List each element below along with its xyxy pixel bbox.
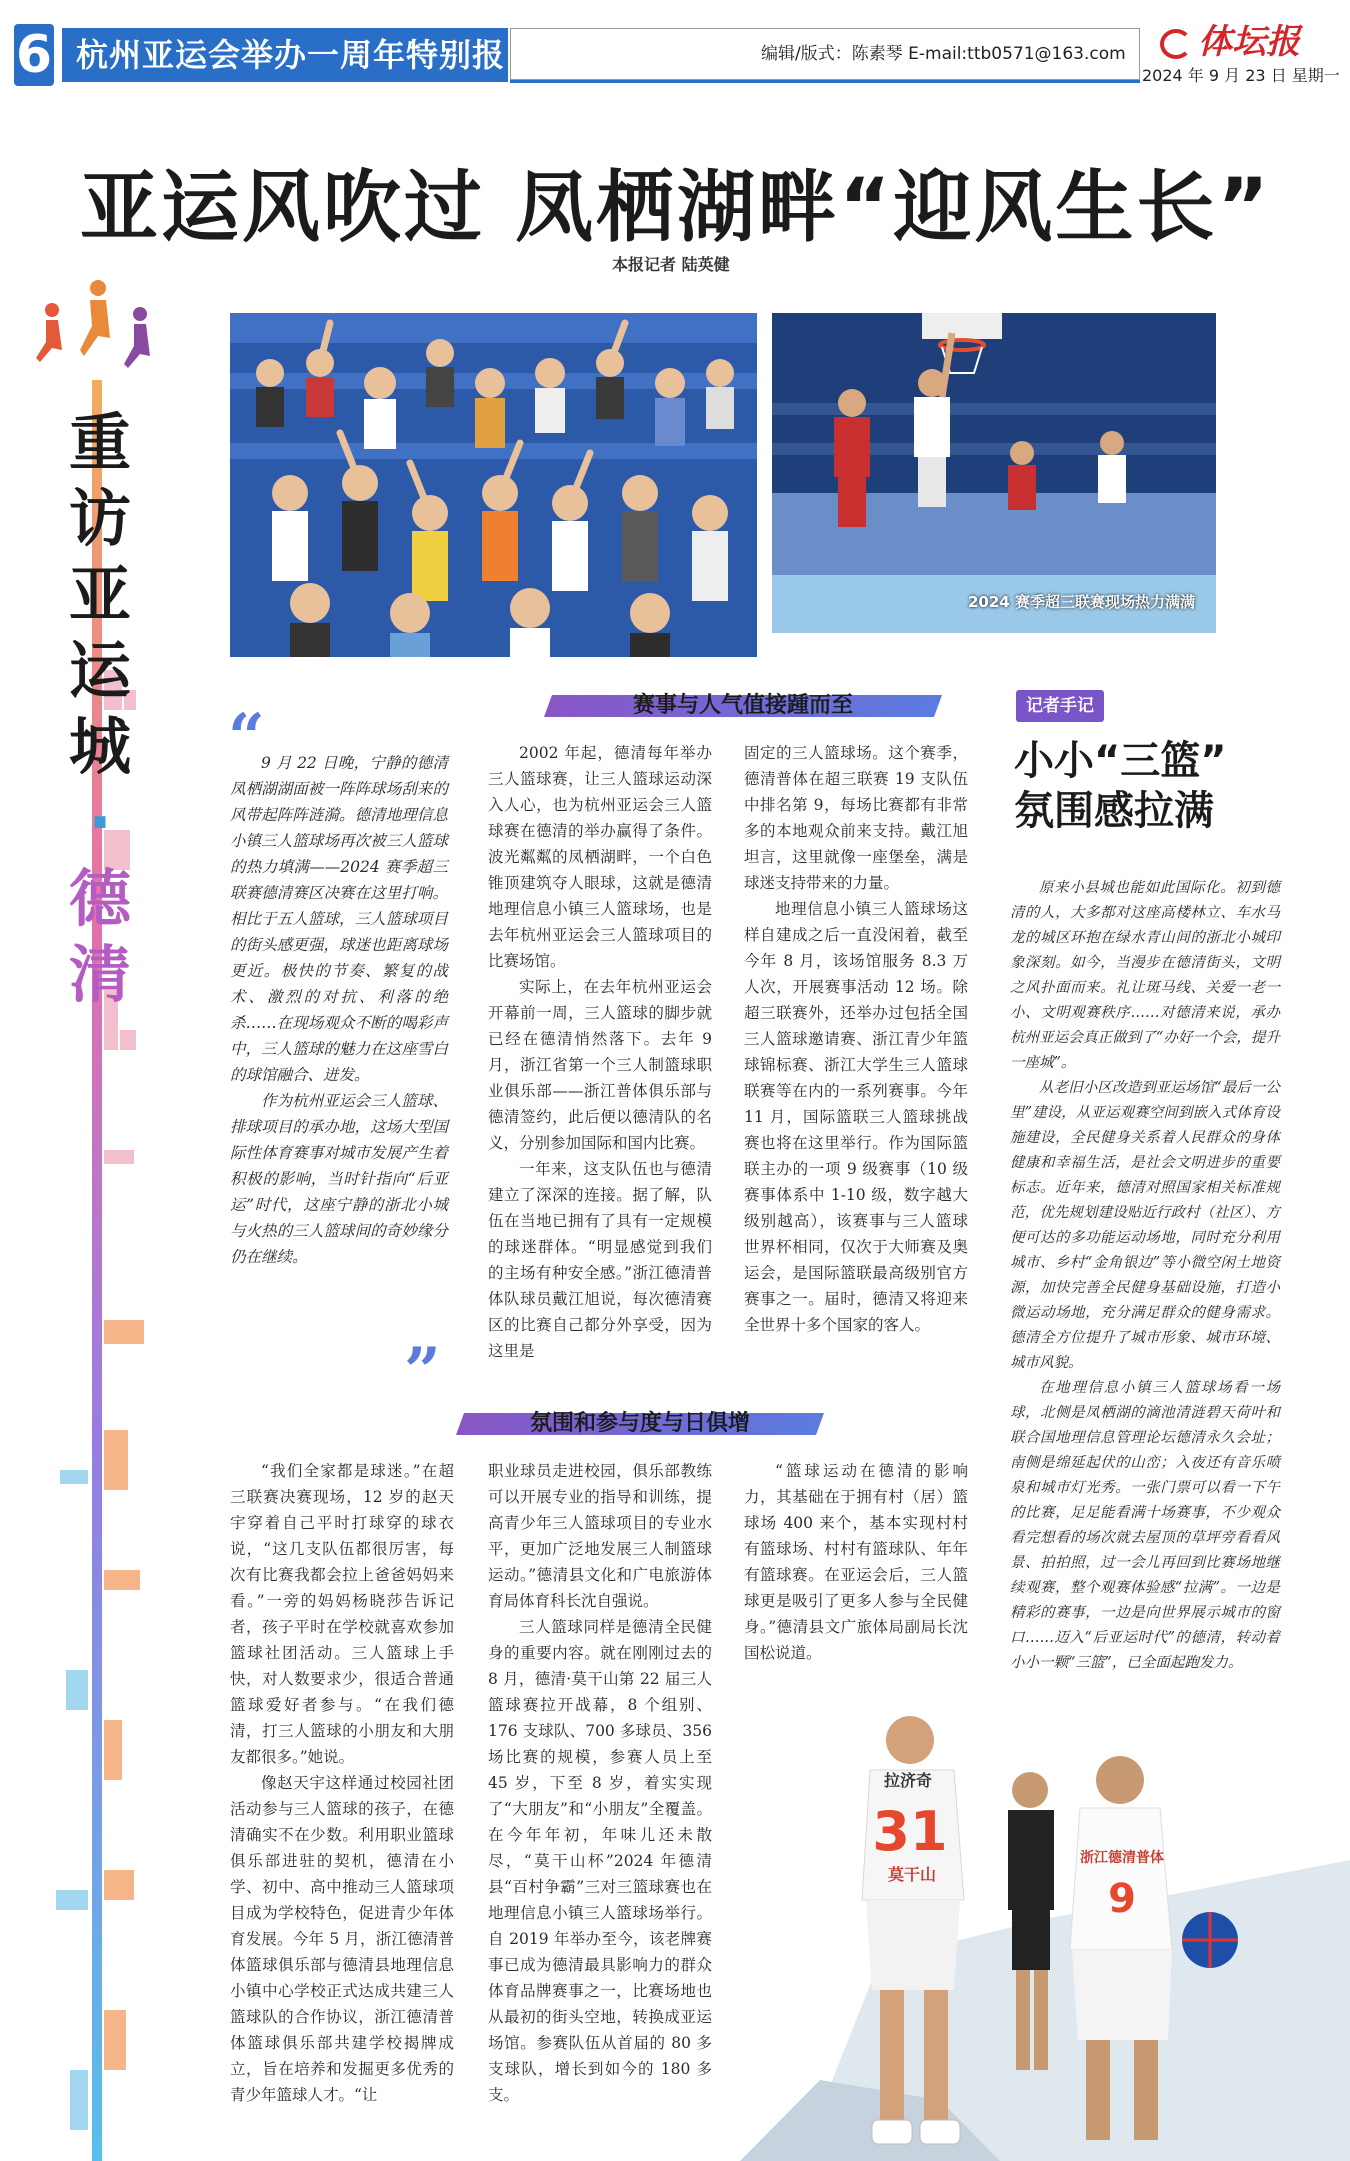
section-header: 杭州亚运会举办一周年特别报道	[62, 28, 508, 82]
column-1-bottom	[230, 1458, 454, 2108]
page-number: 6	[15, 25, 53, 85]
body-paragraph: 一年来，这支队伍也与德清建立了深深的连接。据了解，队伍在当地已拥有了具有一定规模的球迷群体。“明显感觉到我们的主场有种安全感。”浙江德清普体队球员戴江旭说，每次德清赛区的比赛自己都分外享受，因为这里是	[488, 1160, 712, 1360]
jersey-number: 31	[872, 1800, 948, 1863]
vertical-series-title	[58, 405, 142, 1013]
sidebar-title	[1014, 736, 1314, 836]
sidebar-paragraph: 原来小县城也能如此国际化。初到德清的人，大多都对这座高楼林立、车水马龙的城区环抱在绿水青山间的浙北小城印象深刻。如今，当漫步在德清街头，文明之风扑面而来。礼让斑马线、关爱一老一小、文明观赛秩序……对德清来说，承办杭州亚运会真正做到了“办好一个会，提升一座城”。	[1010, 880, 1280, 1071]
series-place: 德清	[68, 862, 131, 1011]
logo-swoosh-icon	[1160, 29, 1192, 59]
header-rule	[510, 80, 1140, 83]
sidebar-body	[1010, 876, 1280, 1676]
sidebar-title-line: 氛围感拉满	[1014, 788, 1214, 834]
body-paragraph: 固定的三人篮球场。这个赛季，德清普体在超三联赛 19 支队伍中排名第 9，每场比赛都有非常多的本地观众前来支持。戴江旭坦言，这里就像一座堡垒，满是球迷支持带来的力量。	[744, 744, 968, 892]
body-paragraph: 像赵天宇这样通过校园社团活动参与三人篮球的孩子，在德清确实不在少数。利用职业篮球俱乐部进驻的契机，德清在小学、初中、高中推动三人篮球项目成为学校特色，促进青少年体育发展。今年 5 月，浙江德清普体篮球俱乐部与德清县地理信息小镇中心学校正式达成共建三人篮球队的合作协议，浙江德清普体篮球俱乐部共建学校揭牌成立，旨在培养和发掘更多优秀的青少年篮球人才。“让	[230, 1774, 454, 2104]
byline: 本报记者 陆英健	[612, 255, 730, 274]
logo-text: 体坛报	[1198, 22, 1300, 62]
jersey-number: 9	[1108, 1876, 1136, 1922]
body-paragraph: 三人篮球同样是德清全民健身的重要内容。就在刚刚过去的 8 月，德清·莫干山第 22 届三人篮球赛拉开战幕，8 个组别、176 支球队、700 多球员、356 场比赛的规模，参赛人员上至 45 岁，下至 8 岁，着实实现了“大朋友”和“小朋友”全覆盖。在今年年初，年味儿还未散尽，“莫干山杯”2024 年德清县“百村争霸”三对三篮球赛也在地理信息小镇三人篮球场举行。自 2019 年举办至今，该老牌赛事已成为德清最具影响力的群众体育品牌赛事之一，比赛场地也从最初的街头空地，转换成亚运场馆。参赛队伍从首届的 80 多支球队，增长到如今的 180 多支。	[488, 1618, 712, 2104]
body-paragraph: 实际上，在去年杭州亚运会开幕前一周，三人篮球的脚步就已经在德清悄然落下。去年 9 月，浙江省第一个三人制篮球职业俱乐部——浙江普体俱乐部与德清签约，此后便以德清队的名义，分别参加国际和国内比赛。	[488, 978, 712, 1152]
close-quote-icon: ”	[404, 1334, 441, 1409]
sidebar-paragraph: 在地理信息小镇三人篮球场看一场球，北侧是凤栖湖的滴池清涟碧天荷叶和联合国地理信息管理论坛德清永久会址；南侧是绵延起伏的山峦；入夜还有音乐喷泉和城市灯光秀。一张门票可以看一下午的比赛，足足能看满十场赛事，不少观众看完想看的场次就去屋顶的草坪旁看看风景、拍拍照，过一会儿再回到比赛场地继续观赛，整个观赛体验感“拉满”。一边是精彩的赛事，一边是向世界展示城市的窗口……迈入“后亚运时代”的德清，转动着小小一颗“三篮”，已全面起跑发力。	[1010, 1380, 1280, 1671]
body-paragraph: 地理信息小镇三人篮球场这样自建成之后一直没闲着，截至今年 8 月，该场馆服务 8.3 万人次，开展赛事活动 12 场。除超三联赛外，还举办过包括全国三人篮球邀请赛、浙江青少年篮球锦标赛、浙江大学生三人篮球联赛等在内的一系列赛事。今年 11 月，国际篮联三人篮球挑战赛也将在这里举行。作为国际篮联主办的一项 9 级赛事（10 级赛事体系中 1-10 级，数字越大级别越高），该赛事与三人篮球世界杯相同，仅次于大师赛及奥运会，是国际篮联最高级别官方赛事之一。届时，德清又将迎来全世界十多个国家的客人。	[744, 900, 968, 1334]
jersey-team: 莫干山	[887, 1865, 937, 1884]
body-paragraph: 职业球员走进校园，俱乐部教练可以开展专业的指导和训练，提高青少年三人篮球项目的专业水平，更加广泛地发展三人制篮球运动。”德清县文化和广电旅游体育局体育科长沈自强说。	[488, 1462, 712, 1610]
section-heading-2	[460, 1409, 820, 1439]
intro-column	[230, 750, 448, 1270]
headline: 亚运风吹过 凤栖湖畔“迎风生长”	[80, 163, 1272, 253]
column-3-top	[744, 740, 968, 1338]
newspaper-logo	[1160, 22, 1340, 62]
section-heading-1	[548, 691, 938, 721]
series-name: 重访亚运城	[68, 406, 131, 783]
body-paragraph: 2002 年起，德清每年举办三人篮球赛，让三人篮球运动深入人心，也为杭州亚运会三人篮球赛在德清的举办赢得了条件。波光粼粼的凤栖湖畔，一个白色锥顶建筑夺人眼球，这就是德清地理信息小镇三人篮球场，也是去年杭州亚运会三人篮球项目的比赛场馆。	[488, 744, 712, 970]
sidebar-paragraph: 从老旧小区改造到亚运场馆“最后一公里”建设，从亚运观赛空间到嵌入式体育设施建设，全民健身关系着人民群众的身体健康和幸福生活，是社会文明进步的重要标志。近年来，德清对照国家相关标准规范，优先规划建设贴近行政村（社区）、方便可达的多功能运动场地，同时充分利用城市、乡村“金角银边”等小微空闲土地资源，加快完善全民健身基础设施，打造小微运动场地，充分满足群众的健身需求。德清全方位提升了城市形象、城市环境、城市风貌。	[1010, 1080, 1280, 1371]
series-dot: ·	[88, 786, 112, 859]
column-2-top	[488, 740, 712, 1364]
photo-players	[740, 1660, 1350, 2161]
intro-paragraph: 9 月 22 日晚，宁静的德清凤栖湖湖面被一阵阵球场刮来的风带起阵阵涟漪。德清地理信息小镇三人篮球场再次被三人篮球的热力填满——2024 赛季超三联赛德清赛区决赛在这里打响。相比于五人篮球，三人篮球项目的街头感更强，球迷也距离球场更近。极快的节奏、繁复的战术、激烈的对抗、利落的绝杀……在现场观众不断的喝彩声中，三人篮球的魅力在这座雪白的球馆融合、迸发。	[230, 754, 448, 1084]
open-quote-icon: “	[228, 700, 265, 775]
section-heading-label: 赛事与人气值接踵而至	[632, 693, 853, 718]
runner-figures-icon	[36, 280, 150, 368]
reporter-note-tag: 记者手记	[1016, 690, 1104, 722]
body-paragraph: “我们全家都是球迷。”在超三联赛决赛现场，12 岁的赵天宇穿着自己平时打球穿的球衣说，“这几支队伍都很厉害，每次有比赛我都会拉上爸爸妈妈来看。”一旁的妈妈杨晓莎告诉记者，孩子平时在学校就喜欢参加篮球社团活动。三人篮球上手快，对人数要求少，很适合普通篮球爱好者参与。“在我们德清，打三人篮球的小朋友和大朋友都很多。”她说。	[230, 1462, 454, 1766]
issue-date: 2024 年 9 月 23 日 星期一	[1142, 66, 1340, 85]
jersey-name: 拉济奇	[883, 1771, 933, 1790]
intro-paragraph: 作为杭州亚运会三人篮球、排球项目的承办地，这场大型国际性体育赛事对城市发展产生着积极的影响，当时针指向“后亚运”时代，这座宁静的浙北小城与火热的三人篮球间的奇妙缘分仍在继续。	[230, 1092, 448, 1266]
column-2-bottom	[488, 1458, 712, 2108]
sidebar-title-line: 小小“三篮”	[1014, 738, 1227, 784]
jersey-team: 浙江德清普体	[1080, 1850, 1164, 1866]
photo-caption: 2024 赛季超三联赛现场热力满满	[968, 593, 1195, 611]
editor-info: 编辑/版式：陈素琴 E-mail:ttb0571@163.com	[510, 28, 1140, 80]
photo-crowd-cheering	[230, 313, 757, 657]
section-heading-label: 氛围和参与度与日俱增	[529, 1411, 750, 1436]
column-3-bottom	[744, 1458, 968, 1666]
photo-game-action	[772, 313, 1216, 633]
body-paragraph: “篮球运动在德清的影响力，其基础在于拥有村（居）篮球场 400 来个，基本实现村村有篮球场、村村有篮球队、年年有篮球赛。在亚运会后，三人篮球更是吸引了更多人参与全民健身。”德清县文广旅体局副局长沈国松说道。	[744, 1462, 968, 1662]
